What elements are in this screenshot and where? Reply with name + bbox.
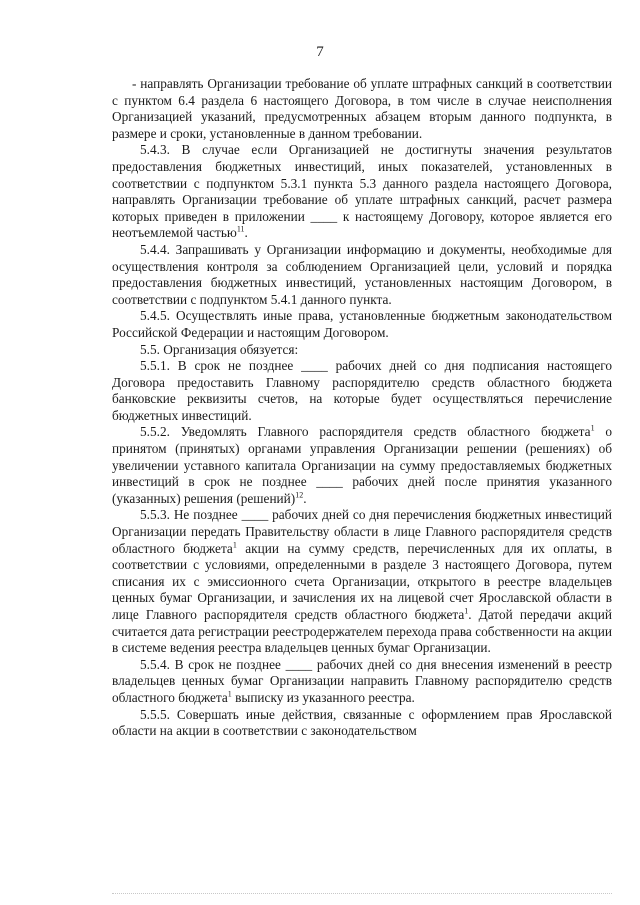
paragraph-5-5-1 [112, 358, 612, 424]
paragraph-text: 5.5.2. Уведомлять Главного распорядителя средств областного бюджета [140, 424, 591, 440]
paragraph-text: 5.5.4. В срок не позднее ____ рабочих дней со дня внесения изменений в реестр владельцев ценных бумаг Организации направить Главному распорядителю средств областного бюджета [112, 656, 612, 705]
paragraph-text: акции на сумму средств, перечисленных для их оплаты, в соответствии с условиями, определенными в разделе 3 настоящего Договора, путем списания их с эмиссионного счета Организации, открытого в реестре владельцев ценных бумаг Организации, и зачисления их на лицевой счет Ярославской области в лице Главного распорядителя средств областного бюджета [112, 540, 612, 622]
paragraph-text: 5.5.5. Совершать иные действия, связанные с оформлением прав Ярославской области на акции в соответствии с законодательством [112, 706, 612, 739]
paragraph-text: 5.4.4. Запрашивать у Организации информацию и документы, необходимые для осуществления контроля за соблюдением Организацией цели, условий и порядка предоставления бюджетных инвестиций, установленных настоящим Договором, в соответствии с подпунктом 5.4.1 данного пункта. [112, 241, 612, 307]
paragraph-text: выписку из указанного реестра. [231, 689, 415, 705]
document-body [112, 76, 612, 740]
paragraph-5-4-4 [112, 242, 612, 308]
paragraph-5-4-3 [112, 142, 612, 242]
paragraph-text: - направлять Организации требование об уплате штрафных санкций в соответствии с пунктом 6.4 раздела 6 настоящего Договора, в том числе в случае неисполнения Организацией указаний, предусмотренных абзацем вторым данного подпункта, в размере и сроки, установленные в данном требовании. [112, 76, 612, 141]
paragraph-text: 5.5.1. В срок не позднее ____ рабочих дней со дня подписания настоящего Договора предоставить Главному распорядителю средств областного бюджета банковские реквизиты счетов, на которые будет осуществляться перечисление бюджетных инвестиций. [112, 358, 612, 423]
paragraph-5-5 [112, 342, 612, 359]
paragraph-text: о принятом (принятых) органами управления Организации решении (решениях) об увеличении уставного капитала Организации на сумму предоставляемых бюджетных инвестиций в срок не позднее ____ рабочих дней после принятия указанного (указанных) решения (решений) [112, 424, 613, 506]
paragraph-text: 5.4.3. В случае если Организацией не достигнуты значения результатов предоставления бюджетных инвестиций, иных показателей, установленных в соответствии с подпунктом 5.3.1 пункта 5.3 данного раздела настоящего Договора, направлять Организации требование об уплате штрафных санкций, расчет размера которых приведен в приложении ____ к настоящему Договору, которое является его неотъемлемой частью [112, 142, 612, 241]
paragraph-text: . [244, 225, 248, 241]
paragraph-text: 5.5.3. Не позднее ____ рабочих дней со дня перечисления бюджетных инвестиций Организации передать Правительству области в лице Главного распорядителя средств областного бюджета [112, 507, 612, 556]
paragraph-penalty-demand [112, 76, 612, 142]
footnote-marker: 1 [590, 424, 595, 434]
paragraph-5-5-3 [112, 507, 612, 656]
paragraph-text: . [303, 490, 307, 506]
page-number: 7 [316, 44, 324, 60]
footnote-marker: 1 [464, 606, 469, 616]
paragraph-text: 5.5. Организация обязуется: [140, 341, 299, 357]
paragraph-text: . Датой передачи акций считается дата регистрации реестродержателем перехода права собственности на акции в системе ведения реестра владельцев ценных бумаг Организации. [112, 607, 612, 656]
paragraph-5-4-5 [112, 308, 612, 341]
page-bottom-divider [112, 893, 612, 894]
paragraph-5-5-2 [112, 424, 612, 507]
paragraph-text: 5.4.5. Осуществлять иные права, установленные бюджетным законодательством Российской Федерации и настоящим Договором. [112, 308, 612, 340]
footnote-marker: 1 [227, 689, 232, 699]
paragraph-5-5-4 [112, 657, 612, 707]
footnote-marker: 12 [295, 490, 304, 500]
footnote-marker: 11 [236, 224, 245, 234]
paragraph-5-5-5 [112, 707, 612, 740]
footnote-marker: 1 [232, 540, 237, 550]
